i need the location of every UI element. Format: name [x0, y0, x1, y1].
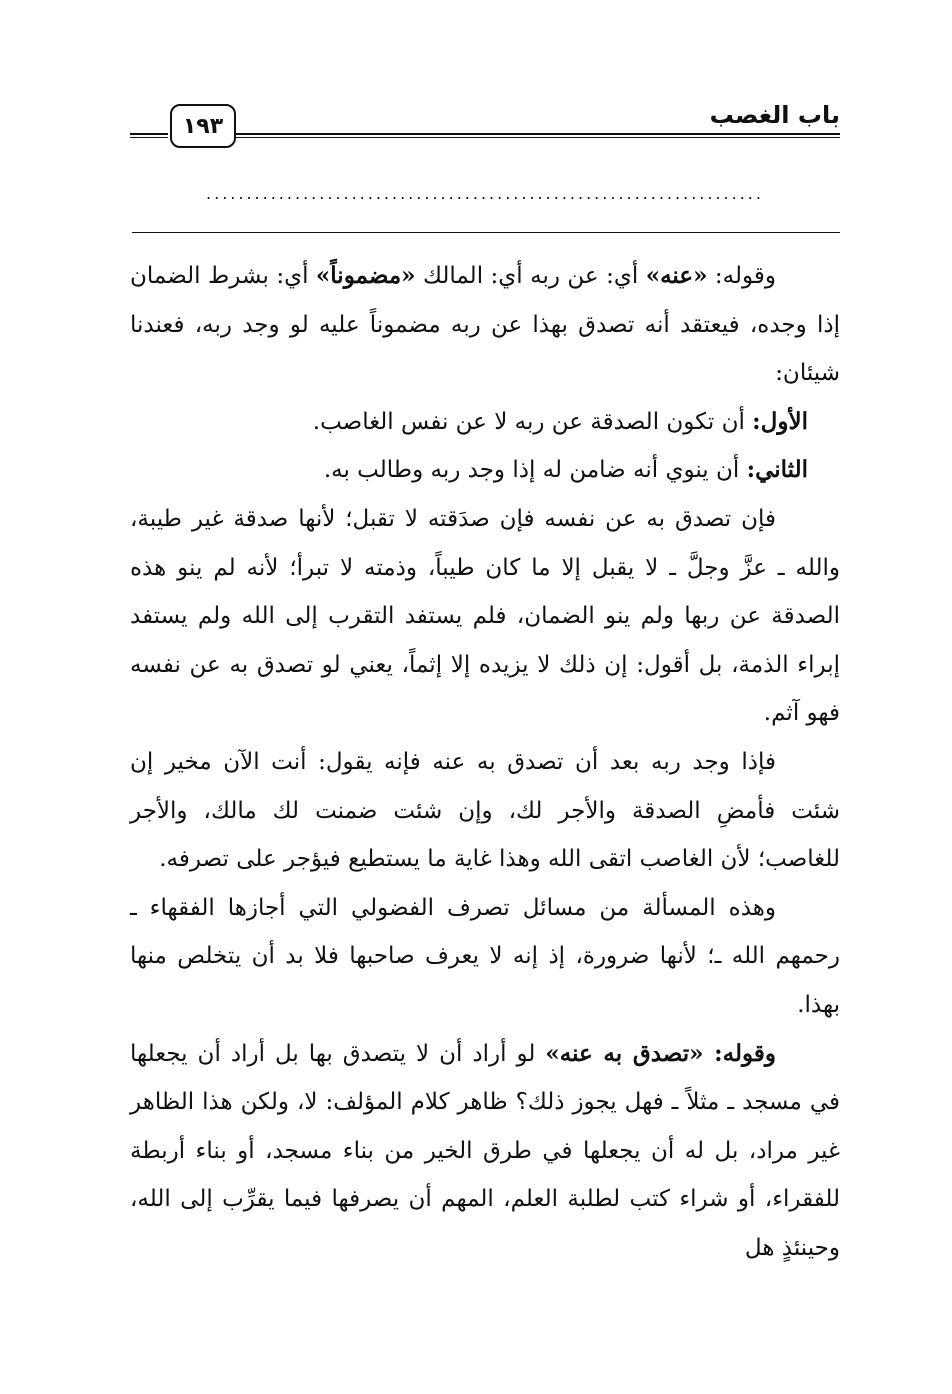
text-run: وقوله:: [707, 263, 776, 289]
body-text: [130, 252, 840, 1272]
bold-quote: وقوله: «تصدق به عنه»: [545, 1039, 776, 1067]
page-number: ١٩٣: [170, 104, 236, 148]
page-header: [130, 100, 840, 150]
paragraph: [130, 398, 840, 447]
text-run: أن ينوي أنه ضامن له إذا وجد ربه وطالب به.: [323, 457, 747, 484]
dotted-separator: .....................................................................: [206, 186, 764, 202]
text-divider: [132, 232, 840, 233]
bold-quote: «مضموناً»: [315, 262, 416, 289]
paragraph: [130, 1030, 840, 1273]
header-rule-left: [130, 133, 168, 138]
chapter-title: باب الغصب: [709, 101, 840, 129]
paragraph: فإذا وجد ربه بعد أن تصدق به عنه فإنه يقول: أنت الآن مخير إن شئت فأمضِ الصدقة والأجر لك، وإن شئت ضمنت لك مالك، والأجر للغاصب؛ لأن الغاصب اتقى الله وهذا غاية ما يستطيع فيؤجر على تصرفه.: [130, 748, 840, 873]
text-run: أي: بشرط الضمان إذا وجده، فيعتقد أنه تصدق بهذا عن ربه مضموناً عليه لو وجد ربه، فعندنا شيئان:: [130, 263, 840, 387]
paragraph: فإن تصدق به عن نفسه فإن صدَقته لا تقبل؛ لأنها صدقة غير طيبة، والله ـ عزَّ وجلَّ ـ لا يقبل إلا ما كان طيباً، وذمته لا تبرأ؛ لأنه لم ينو هذه الصدقة عن ربها ولم ينو الضمان، فلم يستفد التقرب إلى الله ولم يستفد إبراء الذمة، بل أقول: إن ذلك لا يزيده إلا إثماً، يعني لو تصدق به عن نفسه فهو آثم.: [130, 505, 840, 727]
header-rule: [234, 133, 840, 138]
bold-quote: «عنه»: [645, 262, 708, 289]
text-run: لو أراد أن لا يتصدق بها بل أراد أن يجعلها في مسجد ـ مثلاً ـ فهل يجوز ذلك؟ ظاهر كلام المؤلف: لا، ولكن هذا الظاهر غير مراد، بل له أن يجعلها في طرق الخير من بناء مسجد، أو بناء أربطة للفقراء، أو شراء كتب لطلبة العلم، المهم أن يصرفها فيما يقرِّب إلى الله، وحينئذٍ هل: [130, 1040, 840, 1261]
paragraph: وهذه المسألة من مسائل تصرف الفضولي التي أجازها الفقهاء ـ رحمهم الله ـ؛ لأنها ضرورة، إذ إنه لا يعرف صاحبها فلا بد أن يتخلص منها بهذا.: [130, 894, 840, 1018]
bold-term: الثاني:: [746, 456, 808, 484]
text-run: أي: عن ربه أي: المالك: [415, 263, 646, 289]
paragraph: [130, 446, 840, 495]
text-run: أن تكون الصدقة عن ربه لا عن نفس الغاصب.: [312, 408, 753, 435]
bold-term: الأول:: [752, 407, 808, 435]
paragraph: [130, 252, 840, 398]
